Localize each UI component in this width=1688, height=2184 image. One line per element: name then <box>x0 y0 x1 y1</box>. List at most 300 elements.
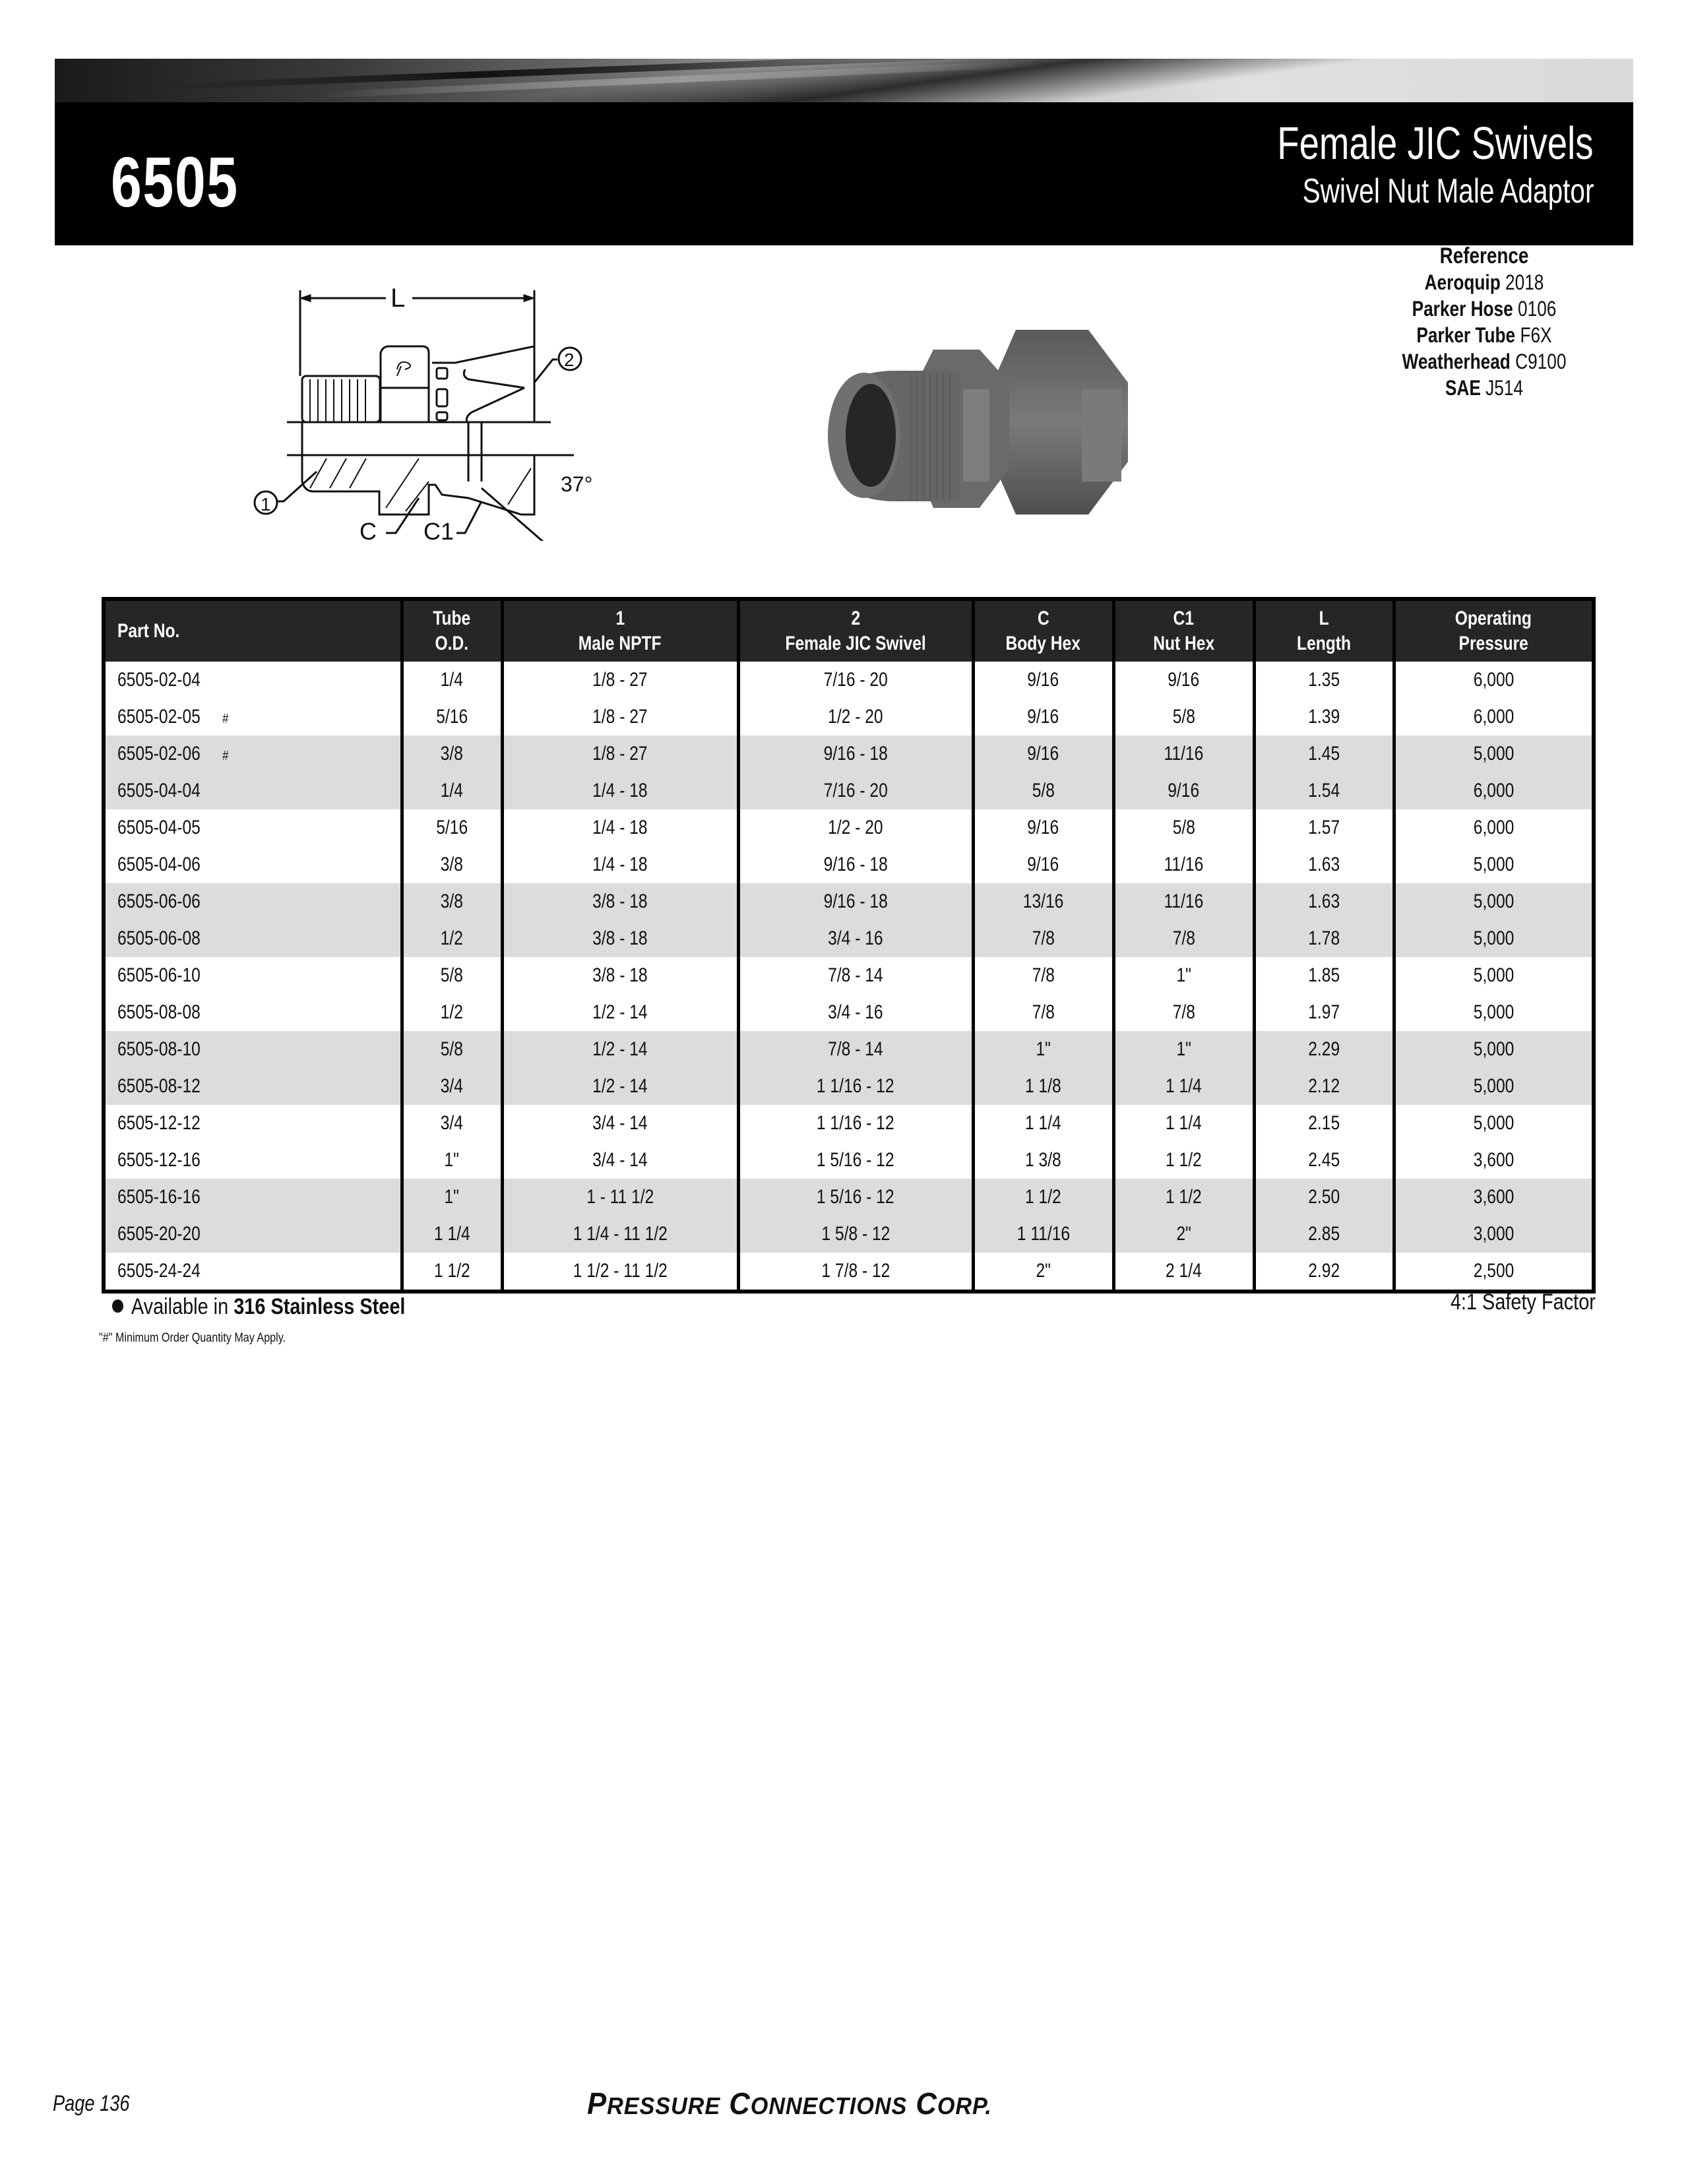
table-row <box>104 846 1594 883</box>
nut-hex-cell <box>1113 920 1254 957</box>
body-hex-cell <box>973 1142 1113 1179</box>
reference-heading: Reference <box>1439 243 1529 268</box>
body-hex-cell <box>973 920 1113 957</box>
length-cell <box>1254 1216 1394 1253</box>
cell-value: 5,000 <box>1473 890 1515 912</box>
cell-value: 1.45 <box>1308 743 1340 764</box>
body-hex-cell <box>973 957 1113 994</box>
cell-value: 1/8 - 27 <box>592 669 648 691</box>
cell-value: 5/8 <box>1032 780 1055 801</box>
header-label: Female JIC Swivel <box>785 633 926 654</box>
body-hex-cell <box>973 1253 1113 1292</box>
cell-value: 1 - 11 1/2 <box>586 1186 654 1208</box>
female-jic-cell <box>738 772 973 809</box>
male-nptf-cell <box>502 994 738 1031</box>
header-label: 2 <box>851 608 860 629</box>
female-jic-cell <box>738 1068 973 1105</box>
cell-value: 5,000 <box>1473 964 1515 986</box>
cell-value: 2.45 <box>1308 1149 1340 1171</box>
table-row <box>104 1179 1594 1216</box>
column-header-male-nptf <box>502 599 738 662</box>
pressure-cell <box>1394 883 1594 920</box>
reference-item <box>1376 269 1592 296</box>
part-no-cell <box>104 1068 402 1105</box>
cell-value: 1.39 <box>1308 706 1340 728</box>
cell-value: 3,600 <box>1473 1149 1515 1171</box>
female-jic-cell <box>738 809 973 846</box>
moq-flag: # <box>222 749 229 763</box>
nut-hex-cell <box>1113 809 1254 846</box>
cell-value: 1 1/4 <box>433 1223 470 1245</box>
cell-value: 11/16 <box>1164 890 1204 912</box>
part-no-cell <box>104 1142 402 1179</box>
part-no-cell <box>104 772 402 809</box>
length-cell <box>1254 957 1394 994</box>
part-no-cell <box>104 1031 402 1068</box>
length-cell <box>1254 662 1394 699</box>
pressure-cell <box>1394 1179 1594 1216</box>
fitting-cross-section-icon <box>244 270 627 541</box>
length-cell <box>1254 1105 1394 1142</box>
cell-value: 2 1/4 <box>1166 1260 1202 1282</box>
male-nptf-cell <box>502 1031 738 1068</box>
female-jic-cell <box>738 1105 973 1142</box>
cell-value: 5/16 <box>436 817 468 838</box>
cell-value: 1.97 <box>1308 1001 1340 1023</box>
female-jic-cell <box>738 920 973 957</box>
male-nptf-cell <box>502 1253 738 1292</box>
tube-od-cell <box>402 809 502 846</box>
part-no-cell <box>104 920 402 957</box>
tube-od-cell <box>402 883 502 920</box>
reference-code: C9100 <box>1515 350 1567 373</box>
cell-value: 9/16 <box>1027 743 1059 764</box>
table-row <box>104 772 1594 809</box>
nut-hex-cell <box>1113 846 1254 883</box>
nut-hex-cell <box>1113 699 1254 735</box>
cell-value: 9/16 - 18 <box>823 743 888 764</box>
reference-item <box>1376 348 1592 375</box>
body-hex-cell <box>973 809 1113 846</box>
length-cell <box>1254 1068 1394 1105</box>
cell-value: 1/2 - 20 <box>828 706 883 728</box>
table-row <box>104 883 1594 920</box>
tube-od-cell <box>402 957 502 994</box>
cell-value: 5,000 <box>1473 854 1515 875</box>
cell-value: 7/8 <box>1032 1001 1055 1023</box>
cell-value: 11/16 <box>1164 854 1204 875</box>
part-no-cell <box>104 883 402 920</box>
pressure-cell <box>1394 957 1594 994</box>
reference-brand: Aeroquip <box>1424 270 1501 294</box>
body-hex-cell <box>973 883 1113 920</box>
company-logo-text <box>587 2086 992 2121</box>
cell-value: 1 3/8 <box>1025 1149 1061 1171</box>
header-label: Nut Hex <box>1153 633 1214 654</box>
reference-item <box>1376 322 1592 348</box>
tube-od-cell <box>402 1179 502 1216</box>
series-number: 6505 <box>111 142 239 222</box>
male-nptf-cell <box>502 883 738 920</box>
pressure-cell <box>1394 1068 1594 1105</box>
body-hex-cell <box>973 1216 1113 1253</box>
cell-value: 5,000 <box>1473 1038 1515 1060</box>
length-cell <box>1254 1253 1394 1292</box>
header-label: Part No. <box>117 620 180 642</box>
male-nptf-cell <box>502 699 738 735</box>
cell-value: 13/16 <box>1022 890 1064 912</box>
male-nptf-cell <box>502 662 738 699</box>
body-hex-cell <box>973 1031 1113 1068</box>
cell-value: 1/4 <box>440 780 464 801</box>
column-header-length <box>1254 599 1394 662</box>
male-nptf-cell <box>502 809 738 846</box>
body-hex-cell <box>973 1068 1113 1105</box>
pressure-cell <box>1394 920 1594 957</box>
cell-value: 3/8 <box>440 890 464 912</box>
length-cell <box>1254 1179 1394 1216</box>
angle-label: 37° <box>561 472 593 496</box>
cell-value: 5,000 <box>1473 1112 1515 1134</box>
cell-value: 9/16 <box>1168 669 1200 691</box>
length-cell <box>1254 920 1394 957</box>
part-no-cell <box>104 994 402 1031</box>
moq-note: "#" Minimum Order Quantity May Apply. <box>99 1331 286 1345</box>
cell-value: 6505-08-12 <box>117 1075 201 1097</box>
pressure-cell <box>1394 809 1594 846</box>
cell-value: 1 5/8 - 12 <box>821 1223 890 1245</box>
table-header-row <box>104 599 1594 662</box>
female-jic-cell <box>738 1253 973 1292</box>
part-no-cell <box>104 957 402 994</box>
cell-value: 6505-06-06 <box>117 890 201 912</box>
reference-block <box>1352 243 1616 401</box>
cell-value: 3/8 - 18 <box>592 927 648 949</box>
nut-hex-cell <box>1113 1105 1254 1142</box>
female-jic-cell <box>738 994 973 1031</box>
length-cell <box>1254 735 1394 772</box>
male-nptf-cell <box>502 846 738 883</box>
body-hex-cell <box>973 772 1113 809</box>
length-cell <box>1254 1142 1394 1179</box>
tube-od-cell <box>402 735 502 772</box>
cell-value: 2.12 <box>1308 1075 1340 1097</box>
female-jic-cell <box>738 662 973 699</box>
column-header-body-hex <box>973 599 1113 662</box>
cell-value: 5,000 <box>1473 1001 1515 1023</box>
body-hex-cell <box>973 994 1113 1031</box>
material-name: 316 Stainless Steel <box>234 1294 406 1319</box>
reference-item <box>1376 375 1592 401</box>
cell-value: 2" <box>1176 1223 1191 1245</box>
cell-value: 1 1/4 <box>1166 1112 1202 1134</box>
cell-value: 2.29 <box>1308 1038 1340 1060</box>
cell-value: 1/8 - 27 <box>592 706 648 728</box>
table-row <box>104 735 1594 772</box>
cell-value: 1 1/16 - 12 <box>817 1112 894 1134</box>
header-label: 1 <box>615 608 625 629</box>
cell-value: 6505-04-05 <box>117 817 201 838</box>
cell-value: 9/16 <box>1027 817 1059 838</box>
nut-hex-cell <box>1113 1216 1254 1253</box>
nut-hex-cell <box>1113 957 1254 994</box>
pressure-cell <box>1394 994 1594 1031</box>
cell-value: 6505-16-16 <box>117 1186 201 1208</box>
cell-value: 1/2 - 14 <box>592 1075 648 1097</box>
nut-hex-cell <box>1113 772 1254 809</box>
header-label: C <box>1037 608 1049 629</box>
cell-value: 5/8 <box>440 1038 464 1060</box>
header-title-bar <box>55 102 1633 245</box>
nut-hex-cell <box>1113 1179 1254 1216</box>
reference-code: F6X <box>1520 323 1552 347</box>
table-row <box>104 1031 1594 1068</box>
reference-brand: Parker Tube <box>1416 323 1516 347</box>
cell-value: 3,600 <box>1473 1186 1515 1208</box>
part-no-cell <box>104 1253 402 1292</box>
cell-value: 3/4 <box>440 1075 464 1097</box>
cell-value: 1/4 - 18 <box>592 780 648 801</box>
spec-table <box>102 597 1596 1294</box>
cell-value: 3/8 - 18 <box>592 964 648 986</box>
tube-od-cell <box>402 1142 502 1179</box>
cell-value: 1.78 <box>1308 927 1340 949</box>
length-cell <box>1254 846 1394 883</box>
cell-value: 1/2 - 14 <box>592 1001 648 1023</box>
female-jic-cell <box>738 1142 973 1179</box>
pressure-cell <box>1394 1142 1594 1179</box>
cell-value: 5/16 <box>436 706 468 728</box>
male-nptf-cell <box>502 735 738 772</box>
female-jic-cell <box>738 1216 973 1253</box>
male-nptf-cell <box>502 772 738 809</box>
cell-value: 7/8 - 14 <box>828 964 883 986</box>
cell-value: 3,000 <box>1473 1223 1515 1245</box>
cell-value: 5/8 <box>440 964 464 986</box>
cell-value: 3/8 <box>440 854 464 875</box>
page-number: Page 136 <box>53 2091 130 2116</box>
header-label: Tube <box>433 608 471 629</box>
cell-value: 6,000 <box>1473 706 1515 728</box>
cell-value: 1/2 - 20 <box>828 817 883 838</box>
header-label: O.D. <box>435 633 469 654</box>
female-jic-cell <box>738 735 973 772</box>
reference-item <box>1376 296 1592 322</box>
cell-value: 1 1/2 <box>433 1260 470 1282</box>
port2-label: 2 <box>564 350 575 370</box>
cell-value: 9/16 <box>1027 669 1059 691</box>
pressure-cell <box>1394 699 1594 735</box>
cell-value: 6505-12-16 <box>117 1149 201 1171</box>
cell-value: 3/4 - 16 <box>828 927 883 949</box>
cell-value: 1/4 - 18 <box>592 854 648 875</box>
tube-od-cell <box>402 1031 502 1068</box>
page-subtitle: Swivel Nut Male Adaptor <box>1302 172 1594 210</box>
cell-value: 1.57 <box>1308 817 1340 838</box>
part-no-cell <box>104 662 402 699</box>
pressure-cell <box>1394 846 1594 883</box>
part-no-cell <box>104 699 402 735</box>
cell-value: 1 1/2 <box>1025 1186 1061 1208</box>
nut-hex-cell <box>1113 735 1254 772</box>
cell-value: 1 1/16 - 12 <box>817 1075 894 1097</box>
material-note <box>112 1294 405 1320</box>
cell-value: 1 1/4 <box>1166 1075 1202 1097</box>
header-label: Male NPTF <box>578 633 662 654</box>
cell-value: 6,000 <box>1473 817 1515 838</box>
cell-value: 11/16 <box>1164 743 1204 764</box>
cell-value: 1/2 <box>440 1001 464 1023</box>
table-row <box>104 920 1594 957</box>
reference-brand: SAE <box>1445 376 1481 400</box>
cell-value: 2.92 <box>1308 1260 1340 1282</box>
body-hex-cell <box>973 662 1113 699</box>
cell-value: 3/4 <box>440 1112 464 1134</box>
pressure-cell <box>1394 1031 1594 1068</box>
tube-od-cell <box>402 920 502 957</box>
table-row <box>104 1068 1594 1105</box>
table-row <box>104 1142 1594 1179</box>
pressure-cell <box>1394 662 1594 699</box>
table-row <box>104 957 1594 994</box>
female-jic-cell <box>738 1031 973 1068</box>
cell-value: 2" <box>1036 1260 1051 1282</box>
nut-hex-cell <box>1113 883 1254 920</box>
cell-value: 6505-08-10 <box>117 1038 201 1060</box>
table-row <box>104 1253 1594 1292</box>
reference-code: 0106 <box>1518 297 1557 321</box>
company-name: PRESSURE CONNECTIONS CORP. <box>587 2086 992 2121</box>
cell-value: 6505-06-08 <box>117 927 201 949</box>
cell-value: 2.15 <box>1308 1112 1340 1134</box>
cell-value: 6505-02-06 <box>117 743 201 764</box>
table-row <box>104 1105 1594 1142</box>
column-header-tube-od <box>402 599 502 662</box>
pressure-cell <box>1394 1216 1594 1253</box>
cell-value: 6,000 <box>1473 669 1515 691</box>
header-gradient-strip <box>55 59 1633 102</box>
column-header-female-jic <box>738 599 973 662</box>
cell-value: 5/8 <box>1172 817 1195 838</box>
female-jic-cell <box>738 699 973 735</box>
tube-od-cell <box>402 1068 502 1105</box>
cell-value: 3/4 - 16 <box>828 1001 883 1023</box>
cell-value: 6505-04-04 <box>117 780 201 801</box>
cell-value: 6505-12-12 <box>117 1112 201 1134</box>
part-no-cell <box>104 735 402 772</box>
body-hex-cell <box>973 1179 1113 1216</box>
cell-value: 2,500 <box>1473 1260 1515 1282</box>
body-hex-cell <box>973 1105 1113 1142</box>
cell-value: 7/16 - 20 <box>823 780 888 801</box>
tube-od-cell <box>402 1253 502 1292</box>
length-cell <box>1254 772 1394 809</box>
cell-value: 3/8 <box>440 743 464 764</box>
part-no-cell <box>104 809 402 846</box>
header-label: Operating <box>1455 608 1532 629</box>
body-hex-cell <box>973 735 1113 772</box>
male-nptf-cell <box>502 1068 738 1105</box>
cell-value: 6505-02-05 <box>117 706 201 728</box>
tube-od-cell <box>402 772 502 809</box>
nut-hex-cell <box>1113 1142 1254 1179</box>
nut-hex-cell <box>1113 1068 1254 1105</box>
header-label: L <box>1319 608 1329 629</box>
reference-code: 2018 <box>1505 270 1544 294</box>
cell-value: 1" <box>1176 1038 1191 1060</box>
reference-code: J514 <box>1485 376 1524 400</box>
product-photo <box>818 310 1214 528</box>
cell-value: 9/16 <box>1027 706 1059 728</box>
pressure-cell <box>1394 1105 1594 1142</box>
header-label: Length <box>1296 633 1351 654</box>
safety-factor: 4:1 Safety Factor <box>1450 1290 1596 1315</box>
part-no-cell <box>104 1216 402 1253</box>
tube-od-cell <box>402 1105 502 1142</box>
cell-value: 3/8 - 18 <box>592 890 648 912</box>
technical-diagram <box>244 270 627 541</box>
tube-od-cell <box>402 699 502 735</box>
cell-value: 1 1/2 <box>1166 1186 1202 1208</box>
fitting-photo-icon <box>818 310 1214 528</box>
table-row <box>104 1216 1594 1253</box>
cell-value: 6505-24-24 <box>117 1260 201 1282</box>
column-header-pressure <box>1394 599 1594 662</box>
bullet-icon <box>112 1299 123 1313</box>
port1-label: 1 <box>261 494 271 515</box>
table-row <box>104 994 1594 1031</box>
table-body <box>104 662 1594 1292</box>
tube-od-cell <box>402 994 502 1031</box>
male-nptf-cell <box>502 1179 738 1216</box>
cell-value: 1 5/16 - 12 <box>817 1186 894 1208</box>
nut-hex-label: C1 <box>423 518 454 541</box>
cell-value: 7/8 <box>1172 927 1195 949</box>
female-jic-cell <box>738 1179 973 1216</box>
part-no-cell <box>104 1179 402 1216</box>
pressure-cell <box>1394 772 1594 809</box>
column-header-nut-hex <box>1113 599 1254 662</box>
header-label: C1 <box>1173 608 1195 629</box>
cell-value: 7/8 - 14 <box>828 1038 883 1060</box>
length-cell <box>1254 1031 1394 1068</box>
cell-value: 7/16 - 20 <box>823 669 888 691</box>
cell-value: 1.63 <box>1308 854 1340 875</box>
reference-brand: Weatherhead <box>1402 350 1511 373</box>
page-title: Female JIC Swivels <box>1277 117 1594 169</box>
cell-value: 1.35 <box>1308 669 1340 691</box>
cell-value: 9/16 - 18 <box>823 890 888 912</box>
body-hex-cell <box>973 699 1113 735</box>
cell-value: 1/2 - 14 <box>592 1038 648 1060</box>
female-jic-cell <box>738 957 973 994</box>
cell-value: 1/4 <box>440 669 464 691</box>
cell-value: 1" <box>444 1149 460 1171</box>
cell-value: 6505-02-04 <box>117 669 201 691</box>
cell-value: 6505-04-06 <box>117 854 201 875</box>
cell-value: 7/8 <box>1172 1001 1195 1023</box>
cell-value: 2.85 <box>1308 1223 1340 1245</box>
cell-value: 5/8 <box>1172 706 1195 728</box>
moq-flag: # <box>222 712 229 726</box>
cell-value: 3/4 - 14 <box>592 1149 648 1171</box>
cell-value: 1" <box>1036 1038 1051 1060</box>
column-header-part-no <box>104 599 402 662</box>
cell-value: 9/16 - 18 <box>823 854 888 875</box>
cell-value: 1 5/16 - 12 <box>817 1149 894 1171</box>
cell-value: 2.50 <box>1308 1186 1340 1208</box>
cell-value: 1 1/4 - 11 1/2 <box>573 1223 668 1245</box>
